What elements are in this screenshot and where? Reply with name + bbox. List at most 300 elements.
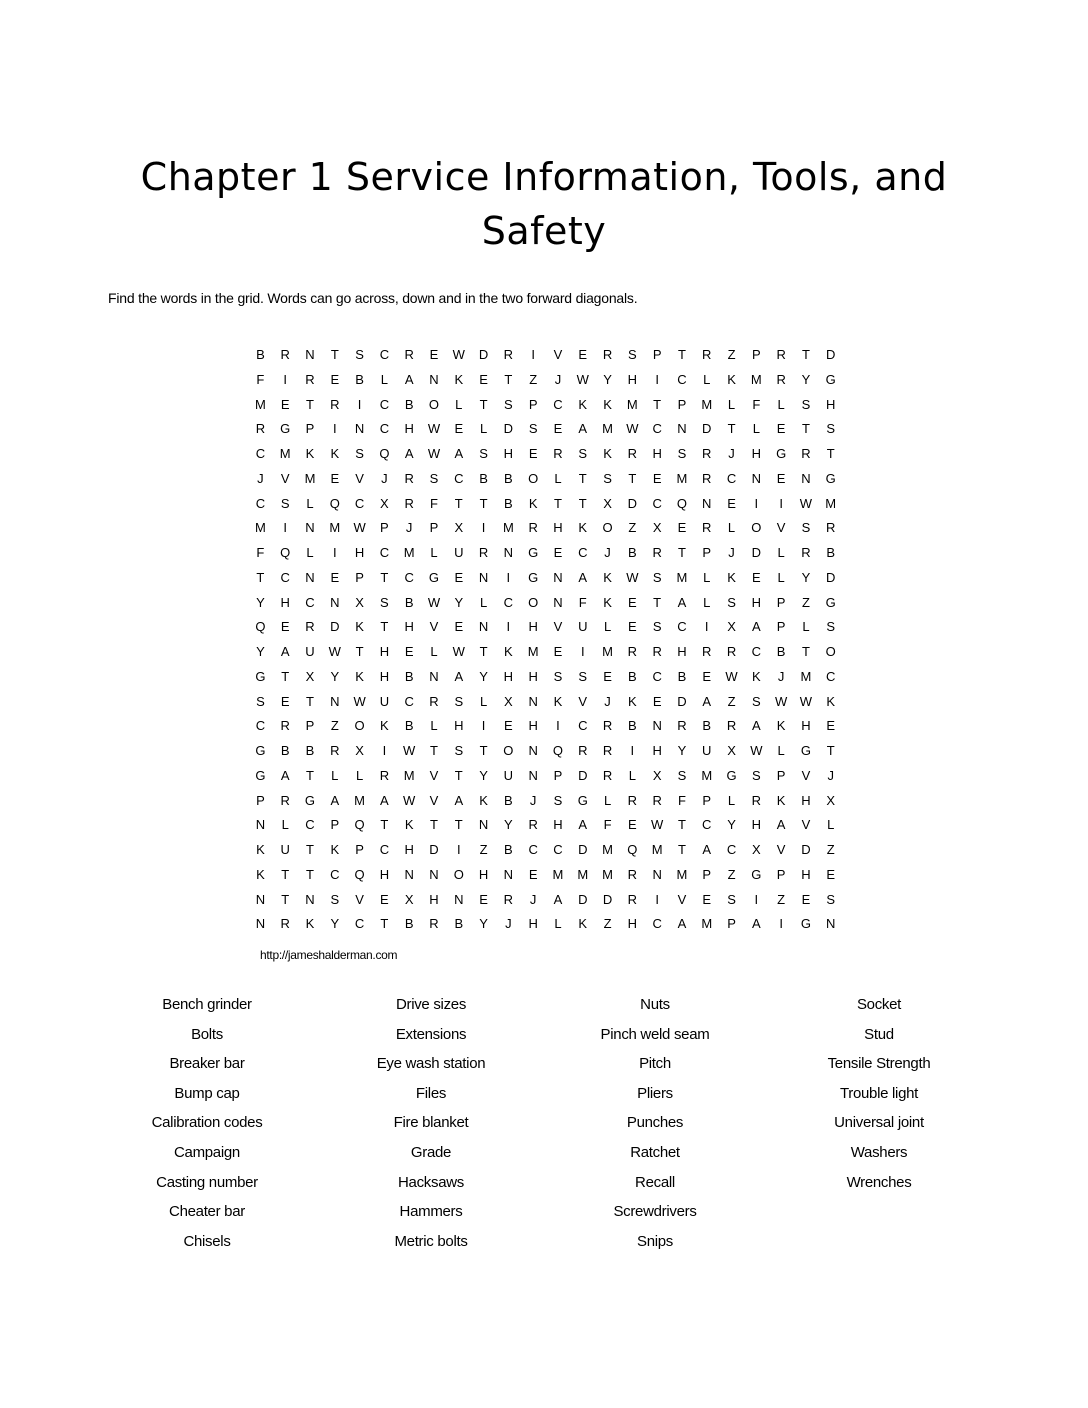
grid-letter: Y (479, 668, 488, 684)
grid-letter: K (578, 396, 588, 412)
grid-letter: K (256, 866, 265, 882)
grid-letter: C (305, 817, 315, 833)
grid-letter: J (505, 916, 512, 932)
grid-letter: T (479, 644, 488, 659)
grid-letter: S (578, 668, 588, 684)
grid-letter: R (503, 891, 514, 907)
grid-letter: O (528, 594, 539, 610)
grid-letter: L (777, 569, 785, 585)
word-list-item: Universal joint (834, 1114, 924, 1132)
grid-letter: J (777, 668, 785, 684)
grid-letter: I (754, 495, 759, 511)
grid-letter: E (454, 569, 464, 585)
grid-letter: V (776, 520, 786, 536)
grid-letter: V (553, 347, 563, 362)
grid-letter: T (727, 421, 736, 437)
grid-letter: R (404, 470, 414, 486)
grid-letter: P (355, 842, 364, 857)
grid-letter: L (380, 371, 388, 387)
grid-letter: C (330, 866, 340, 882)
grid-letter: C (726, 470, 737, 486)
grid-letter: T (306, 693, 314, 709)
grid-letter: A (280, 644, 290, 659)
grid-letter: V (280, 470, 290, 486)
grid-letter: M (701, 916, 713, 932)
grid-letter: H (503, 668, 514, 684)
grid-letter: T (380, 817, 389, 833)
grid-letter: G (726, 767, 737, 783)
word-list-item: Ratchet (630, 1143, 680, 1161)
word-list-item: Metric bolts (394, 1232, 468, 1250)
grid-letter: M (577, 866, 589, 882)
grid-letter: P (528, 396, 538, 412)
grid-letter: H (280, 594, 290, 610)
grid-letter: N (354, 421, 365, 437)
grid-letter: C (379, 396, 390, 412)
grid-letter: E (628, 817, 637, 833)
grid-letter: P (702, 866, 712, 882)
word-list-item: Campaign (174, 1143, 240, 1161)
grid-letter: J (529, 891, 537, 907)
grid-letter: C (379, 842, 390, 857)
grid-letter: N (404, 866, 414, 882)
grid-letter: T (380, 916, 389, 932)
word-list-item: Grade (410, 1143, 452, 1161)
grid-letter: N (826, 916, 836, 932)
grid-letter: Z (826, 842, 835, 857)
grid-letter: R (627, 792, 638, 808)
grid-letter: S (504, 396, 513, 412)
grid-letter: X (504, 693, 513, 709)
grid-letter: N (528, 767, 538, 783)
grid-letter: P (702, 792, 712, 808)
grid-letter: R (602, 743, 613, 758)
grid-letter: Y (504, 817, 513, 833)
grid-letter: R (726, 718, 737, 734)
grid-letter: L (281, 817, 289, 833)
grid-letter: S (826, 421, 836, 437)
grid-letter: W (799, 495, 813, 511)
grid-letter: O (751, 520, 762, 536)
grid-letter: B (256, 347, 265, 362)
word-list (95, 990, 991, 1256)
grid-letter: A (677, 916, 687, 932)
grid-letter: T (653, 594, 662, 610)
grid-letter: K (727, 371, 736, 387)
grid-letter: R (776, 371, 786, 387)
grid-letter: H (503, 446, 514, 461)
grid-letter: S (330, 891, 340, 907)
grid-letter: I (283, 371, 287, 387)
grid-letter: N (330, 693, 340, 709)
grid-letter: N (652, 866, 662, 882)
grid-letter: O (825, 644, 836, 659)
grid-letter: I (531, 347, 535, 362)
grid-letter: K (603, 594, 612, 610)
grid-letter: T (479, 743, 488, 758)
grid-letter: U (454, 545, 464, 560)
grid-letter: D (627, 495, 638, 511)
word-list-item: Bump cap (174, 1084, 240, 1102)
grid-letter: R (553, 446, 563, 461)
grid-letter: D (478, 347, 489, 362)
page-title: Chapter 1 Service Information, Tools, and Safety (140, 155, 948, 253)
grid-letter: Z (479, 842, 488, 857)
grid-letter: C (255, 446, 266, 461)
word-list-item: Trouble light (839, 1084, 919, 1102)
grid-letter: O (528, 470, 539, 486)
grid-letter: V (355, 470, 364, 486)
grid-letter: E (454, 619, 464, 635)
grid-letter: E (280, 619, 290, 635)
grid-letter: X (826, 792, 836, 808)
grid-letter: E (752, 569, 761, 585)
grid-letter: W (452, 644, 465, 659)
grid-letter: K (578, 916, 588, 932)
grid-letter: N (677, 421, 687, 437)
grid-letter: R (602, 347, 613, 362)
grid-letter: U (379, 693, 390, 709)
grid-letter: E (330, 371, 340, 387)
grid-letter: G (304, 792, 316, 808)
grid-letter: M (354, 792, 365, 808)
grid-letter: T (330, 347, 339, 362)
grid-letter: Q (354, 817, 365, 833)
grid-letter: T (578, 495, 587, 511)
grid-letter: X (355, 594, 364, 610)
source-url: http://jameshalderman.com (260, 948, 398, 962)
grid-letter: K (330, 446, 340, 461)
grid-letter: H (801, 866, 811, 882)
grid-letter: C (751, 644, 762, 659)
grid-letter: K (528, 495, 538, 511)
grid-letter: I (456, 842, 461, 857)
grid-letter: M (602, 644, 613, 659)
grid-letter: L (430, 644, 438, 659)
grid-letter: Z (727, 866, 736, 882)
grid-letter: D (702, 421, 712, 437)
grid-letter: S (826, 891, 836, 907)
grid-letter: H (751, 817, 762, 833)
grid-letter: Q (552, 743, 564, 758)
grid-letter: N (305, 569, 315, 585)
word-list-item: Pinch weld seam (600, 1025, 710, 1043)
grid-letter: N (478, 817, 489, 833)
grid-letter: Q (627, 842, 638, 857)
grid-letter: T (380, 619, 389, 635)
grid-letter: W (626, 421, 639, 437)
grid-letter: L (727, 792, 736, 808)
grid-letter: N (305, 520, 315, 536)
grid-letter: H (379, 866, 390, 882)
grid-letter: S (752, 767, 761, 783)
grid-letter: C (255, 718, 266, 734)
grid-letter: P (256, 792, 265, 808)
grid-letter: C (652, 495, 662, 511)
grid-letter: A (752, 916, 761, 932)
grid-letter: B (504, 495, 513, 511)
grid-letter: C (354, 495, 365, 511)
grid-letter: N (553, 594, 563, 610)
word-list-item: Eye wash station (376, 1055, 486, 1073)
grid-letter: R (330, 743, 340, 758)
grid-letter: B (504, 842, 513, 857)
grid-letter: F (677, 792, 686, 808)
grid-letter: T (281, 866, 290, 882)
grid-letter: K (727, 569, 736, 585)
grid-letter: H (677, 644, 687, 659)
grid-letter: Y (603, 371, 612, 387)
word-list-item: Drive sizes (395, 996, 467, 1013)
grid-letter: L (355, 767, 364, 783)
grid-letter: G (825, 371, 836, 387)
grid-letter: K (776, 792, 786, 808)
grid-letter: S (677, 446, 687, 461)
grid-letter: T (306, 842, 314, 857)
grid-letter: C (677, 371, 687, 387)
grid-letter: V (578, 693, 588, 709)
grid-letter: O (354, 718, 365, 734)
grid-letter: E (702, 668, 712, 684)
grid-letter: B (454, 916, 464, 932)
grid-letter: A (404, 446, 414, 461)
grid-letter: S (429, 470, 439, 486)
grid-letter: S (727, 594, 736, 610)
grid-letter: W (799, 693, 813, 709)
grid-letter: H (553, 520, 563, 536)
grid-letter: K (826, 693, 836, 709)
grid-letter: E (330, 569, 340, 585)
grid-letter: W (353, 693, 366, 709)
grid-letter: L (727, 520, 736, 536)
grid-letter: F (752, 396, 761, 412)
grid-letter: R (404, 495, 414, 511)
grid-letter: N (751, 470, 762, 486)
grid-letter: N (454, 891, 464, 907)
grid-letter: P (727, 916, 736, 932)
grid-letter: F (256, 545, 265, 560)
grid-letter: M (552, 866, 564, 882)
grid-letter: N (429, 371, 439, 387)
grid-letter: E (727, 495, 736, 511)
grid-letter: J (529, 792, 537, 808)
grid-letter: W (452, 347, 465, 362)
grid-letter: E (380, 891, 389, 907)
grid-letter: I (630, 743, 635, 758)
grid-letter: L (703, 371, 711, 387)
word-list-item: Hammers (399, 1203, 463, 1221)
grid-letter: S (801, 396, 811, 412)
grid-letter: R (652, 545, 662, 560)
grid-letter: B (504, 470, 513, 486)
grid-letter: H (751, 594, 762, 610)
grid-letter: U (578, 619, 588, 635)
grid-letter: J (604, 693, 611, 709)
grid-letter: C (379, 347, 390, 362)
word-list-item: Nuts (640, 996, 670, 1013)
grid-letter: H (826, 396, 836, 412)
grid-letter: M (602, 842, 613, 857)
grid-letter: H (379, 668, 390, 684)
grid-letter: K (776, 718, 786, 734)
grid-letter: M (825, 495, 837, 511)
grid-letter: L (703, 569, 711, 585)
grid-letter: C (528, 842, 538, 857)
grid-letter: Y (330, 916, 340, 932)
grid-letter: N (702, 495, 712, 511)
grid-letter: H (454, 718, 464, 734)
grid-letter: Y (801, 569, 811, 585)
grid-letter: E (702, 891, 712, 907)
grid-letter: N (478, 569, 489, 585)
grid-letter: W (576, 371, 589, 387)
word-list-item: Breaker bar (169, 1055, 245, 1073)
grid-letter: E (628, 594, 637, 610)
grid-letter: P (553, 767, 563, 783)
grid-letter: L (455, 396, 463, 412)
grid-letter: O (453, 866, 464, 882)
grid-letter: R (702, 446, 712, 461)
grid-letter: I (754, 891, 759, 907)
grid-letter: M (750, 371, 762, 387)
grid-letter: L (331, 767, 339, 783)
grid-letter: M (626, 396, 638, 412)
grid-letter: T (430, 743, 438, 758)
grid-letter: M (651, 842, 663, 857)
grid-letter: C (578, 718, 588, 734)
grid-letter: M (279, 446, 291, 461)
grid-letter: Y (256, 644, 265, 659)
grid-letter: H (553, 817, 563, 833)
grid-letter: R (280, 792, 290, 808)
grid-letter: I (382, 743, 387, 758)
grid-letter: M (676, 569, 688, 585)
grid-letter: X (355, 743, 364, 758)
grid-letter: G (528, 569, 539, 585)
grid-letter: U (280, 842, 290, 857)
grid-letter: D (578, 891, 588, 907)
grid-letter: E (677, 520, 687, 536)
grid-letter: H (751, 446, 762, 461)
grid-letter: S (280, 495, 290, 511)
grid-letter: M (254, 396, 266, 412)
grid-letter: N (255, 916, 266, 932)
grid-letter: T (430, 817, 438, 833)
grid-letter: H (801, 792, 811, 808)
grid-letter: T (553, 495, 562, 511)
grid-letter: R (801, 545, 811, 560)
grid-letter: J (728, 545, 735, 560)
grid-letter: S (727, 891, 736, 907)
grid-letter: E (280, 693, 290, 709)
grid-letter: A (677, 594, 687, 610)
grid-letter: G (800, 916, 811, 932)
grid-letter: V (776, 842, 786, 857)
grid-letter: N (330, 594, 340, 610)
grid-letter: I (655, 371, 659, 387)
grid-letter: M (403, 545, 415, 560)
grid-letter: S (553, 668, 563, 684)
grid-letter: R (404, 347, 414, 362)
grid-letter: R (652, 644, 662, 659)
grid-letter: V (429, 792, 439, 808)
grid-letter: R (528, 817, 538, 833)
grid-letter: E (603, 668, 612, 684)
grid-letter: V (429, 767, 439, 783)
grid-letter: H (404, 619, 414, 635)
grid-letter: B (305, 743, 315, 758)
grid-letter: C (503, 594, 514, 610)
grid-letter: D (578, 842, 588, 857)
grid-letter: T (355, 644, 364, 659)
grid-letter: H (379, 644, 390, 659)
grid-letter: E (429, 347, 439, 362)
grid-letter: H (652, 743, 662, 758)
grid-letter: E (776, 421, 786, 437)
grid-letter: E (652, 693, 662, 709)
grid-letter: M (676, 866, 688, 882)
grid-letter: C (404, 569, 414, 585)
grid-letter: Z (330, 718, 339, 734)
grid-letter: B (479, 470, 488, 486)
word-list-item: Cheater bar (169, 1203, 245, 1221)
word-list-item: Casting number (156, 1173, 258, 1191)
grid-letter: X (305, 668, 315, 684)
grid-letter: K (305, 916, 315, 932)
grid-letter: W (427, 594, 441, 610)
grid-letter: P (355, 569, 364, 585)
grid-letter: B (776, 644, 786, 659)
grid-letter: B (628, 668, 637, 684)
grid-letter: Q (329, 495, 340, 511)
grid-letter: R (627, 866, 638, 882)
grid-letter: S (603, 470, 612, 486)
grid-letter: B (355, 371, 364, 387)
grid-letter: E (801, 891, 811, 907)
grid-letter: L (306, 495, 314, 511)
grid-letter: I (332, 421, 337, 437)
grid-letter: C (677, 619, 687, 635)
grid-letter: G (428, 569, 440, 585)
grid-letter: E (330, 470, 340, 486)
grid-letter: T (628, 470, 637, 486)
grid-letter: W (725, 668, 738, 684)
grid-letter: E (479, 371, 488, 387)
grid-letter: R (702, 347, 712, 362)
grid-letter: T (504, 371, 513, 387)
grid-letter: T (653, 396, 662, 412)
grid-letter: L (554, 470, 562, 486)
grid-letter: W (353, 520, 366, 536)
grid-letter: B (404, 594, 414, 610)
grid-letter: D (330, 619, 340, 635)
grid-letter: M (403, 767, 415, 783)
grid-letter: L (479, 693, 488, 709)
grid-letter: V (429, 619, 439, 635)
grid-letter: K (752, 668, 761, 684)
grid-letter: T (801, 644, 810, 659)
grid-letter: W (403, 792, 416, 808)
grid-letter: K (628, 693, 637, 709)
grid-letter: L (603, 792, 612, 808)
grid-letter: K (454, 371, 464, 387)
grid-letter: H (627, 916, 638, 932)
grid-letter: I (481, 520, 486, 536)
grid-letter: X (380, 495, 389, 511)
word-list-item: Tensile Strength (827, 1055, 931, 1073)
grid-letter: N (305, 347, 315, 362)
grid-letter: I (506, 619, 511, 635)
